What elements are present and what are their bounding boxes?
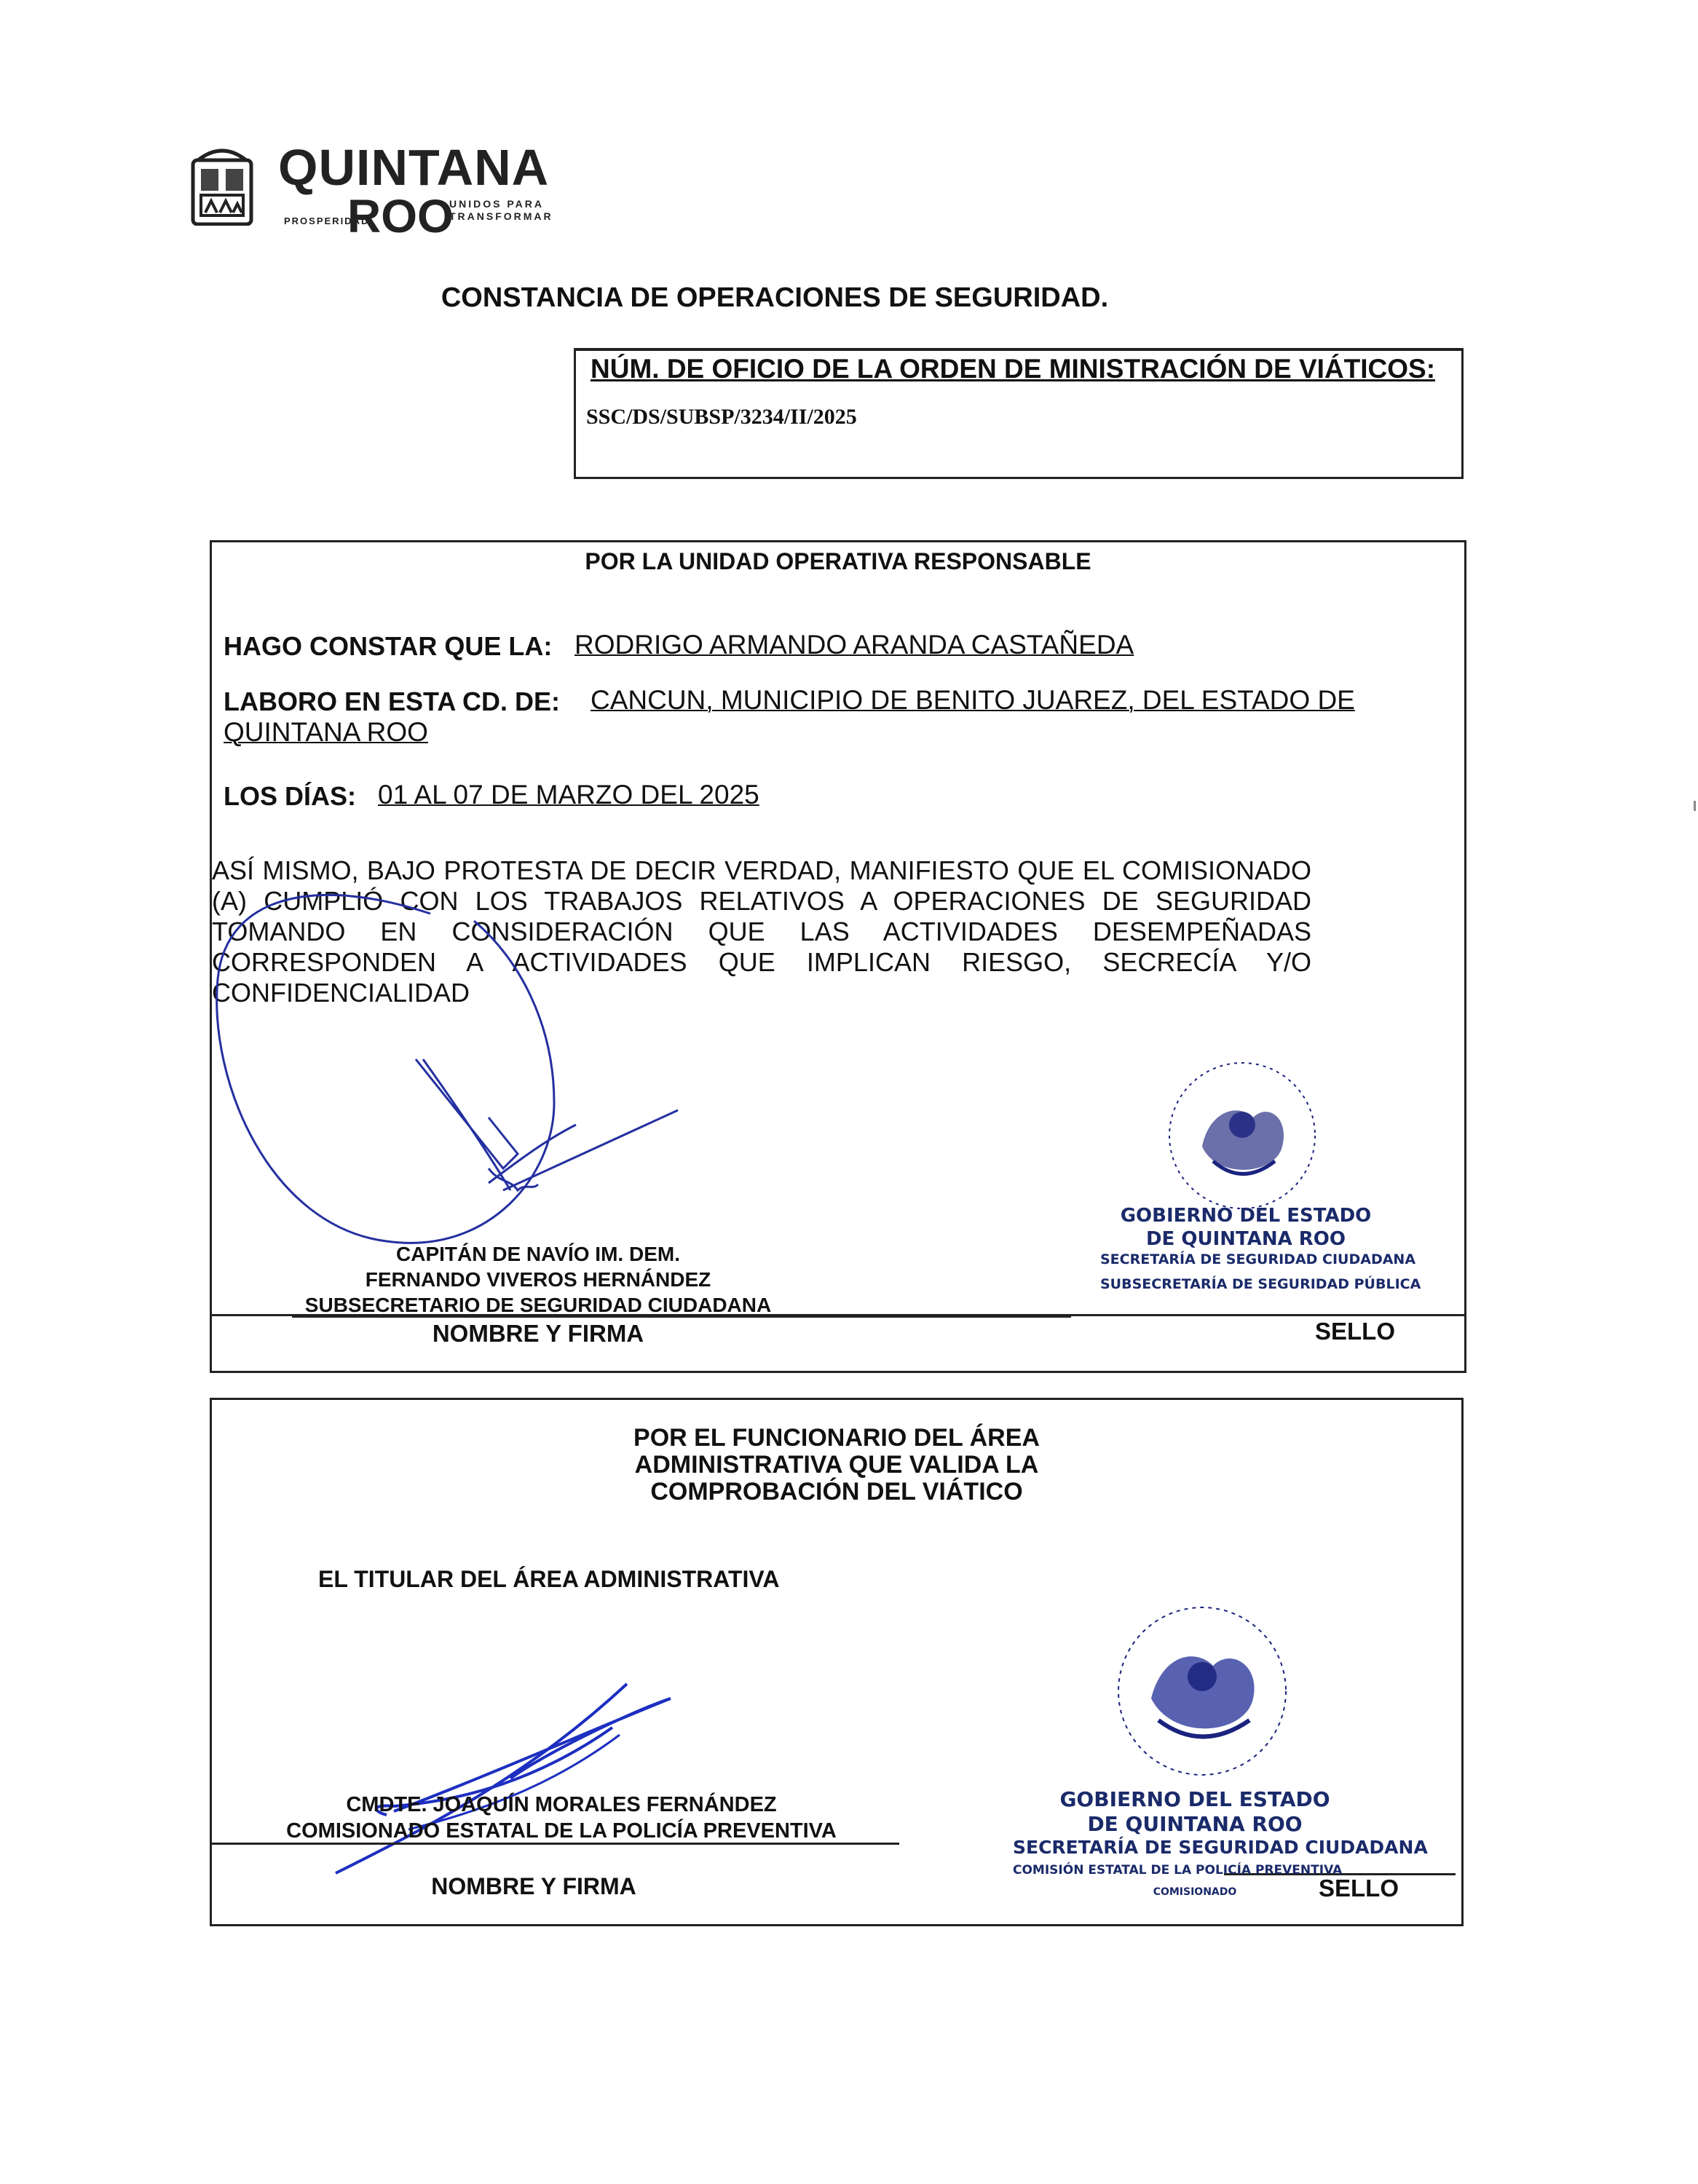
seal-1-line-3: SECRETARÍA DE SEGURIDAD CIUDADANA — [1100, 1251, 1416, 1267]
laboro-label: LABORO EN ESTA CD. DE: — [224, 687, 561, 716]
unidad-operativa-box — [210, 540, 1466, 1373]
funcionario-header-line-3: COMPROBACIÓN DEL VIÁTICO — [650, 1478, 1023, 1506]
signer-1-name: FERNANDO VIVEROS HERNÁNDEZ — [365, 1268, 711, 1291]
seal-1-line-1: GOBIERNO DEL ESTADO — [1120, 1205, 1372, 1227]
oficio-label: NÚM. DE OFICIO DE LA ORDEN DE MINISTRACIÓN DE VIÁTICOS: — [591, 354, 1436, 384]
oficio-number: SSC/DS/SUBSP/3234/II/2025 — [586, 405, 857, 429]
signature-2 — [321, 1669, 758, 1902]
logo-tagline: UNIDOS PARA TRANSFORMAR — [449, 198, 553, 222]
official-seal-2 — [1107, 1597, 1297, 1786]
declaration-paragraph: ASÍ MISMO, BAJO PROTESTA DE DECIR VERDAD, MANIFIESTO QUE EL COMISIONADO (A) CUMPLIÓ CON LOS TRABAJOS RELATIVOS A OPERACIONES DE SEGURIDAD TOMANDO EN CONSIDERACIÓN QUE LAS ACTIVIDADES DESEMPEÑADAS CORRESPONDEN A ACTIVIDADES QUE IMPLICAN RIESGO, SECRECÍA Y/O CONFIDENCIALIDAD — [212, 855, 1311, 1008]
dias-label: LOS DÍAS: — [224, 781, 357, 811]
commissioned-name: RODRIGO ARMANDO ARANDA CASTAÑEDA — [574, 630, 1134, 660]
oficio-box — [574, 348, 1464, 479]
funcionario-box — [210, 1398, 1464, 1926]
funcionario-header-line-1: POR EL FUNCIONARIO DEL ÁREA — [633, 1424, 1040, 1452]
seal-2-line-1: GOBIERNO DEL ESTADO — [1059, 1787, 1330, 1811]
quintana-roo-logo — [191, 138, 555, 240]
official-seal-1 — [1158, 1052, 1326, 1219]
funcionario-header-line-2: ADMINISTRATIVA QUE VALIDA LA — [634, 1451, 1039, 1479]
nombre-firma-label-2: NOMBRE Y FIRMA — [431, 1873, 636, 1899]
signer-1-block — [212, 1241, 864, 1318]
signer-2-block — [212, 1792, 911, 1844]
signer-2-name: CMDTE. JOAQUÍN MORALES FERNÁNDEZ — [346, 1793, 777, 1816]
state-crest-icon — [191, 146, 253, 226]
dates-value: 01 AL 07 DE MARZO DEL 2025 — [378, 780, 759, 810]
logo-subtext: PROSPERIDAD — [284, 215, 370, 226]
funcionario-header — [212, 1425, 1461, 1506]
hago-constar-label: HAGO CONSTAR QUE LA: — [224, 631, 553, 661]
sello-label-2: SELLO — [1319, 1875, 1399, 1902]
signer-2-title: COMISIONADO ESTATAL DE LA POLICÍA PREVENTIVA — [286, 1819, 837, 1843]
titular-label: EL TITULAR DEL ÁREA ADMINISTRATIVA — [318, 1566, 780, 1592]
city-value-line-1: CANCUN, MUNICIPIO DE BENITO JUAREZ, DEL ESTADO DE — [591, 685, 1355, 715]
signer-1-rank: CAPITÁN DE NAVÍO IM. DEM. — [396, 1243, 680, 1265]
seal-2-line-4: COMISIÓN ESTATAL DE LA POLICÍA PREVENTIVA — [1013, 1863, 1343, 1878]
sello-label-1: SELLO — [1314, 1318, 1395, 1345]
logo-word-roo: ROO — [347, 190, 454, 242]
signature-line-2 — [212, 1843, 899, 1845]
row-divider-1 — [212, 1314, 1464, 1316]
signature-1 — [212, 848, 736, 1256]
unidad-header: POR LA UNIDAD OPERATIVA RESPONSABLE — [585, 548, 1091, 574]
signer-1-title: SUBSECRETARIO DE SEGURIDAD CIUDADANA — [304, 1294, 772, 1316]
seal-2-line-3: SECRETARÍA DE SEGURIDAD CIUDADANA — [1013, 1837, 1428, 1858]
logo-word-quintana: QUINTANA — [278, 139, 550, 196]
nombre-firma-label-1: NOMBRE Y FIRMA — [432, 1320, 644, 1347]
scan-edge-mark — [1694, 801, 1696, 811]
seal-1-line-2: DE QUINTANA ROO — [1145, 1228, 1346, 1250]
seal-2-line-2: DE QUINTANA ROO — [1087, 1812, 1303, 1836]
city-value-line-2: QUINTANA ROO — [224, 717, 428, 747]
seal-1-line-4: SUBSECRETARÍA DE SEGURIDAD PÚBLICA — [1100, 1276, 1421, 1292]
seal-2-line-5: COMISIONADO — [1153, 1886, 1237, 1898]
document-title: CONSTANCIA DE OPERACIONES DE SEGURIDAD. — [441, 282, 1109, 313]
